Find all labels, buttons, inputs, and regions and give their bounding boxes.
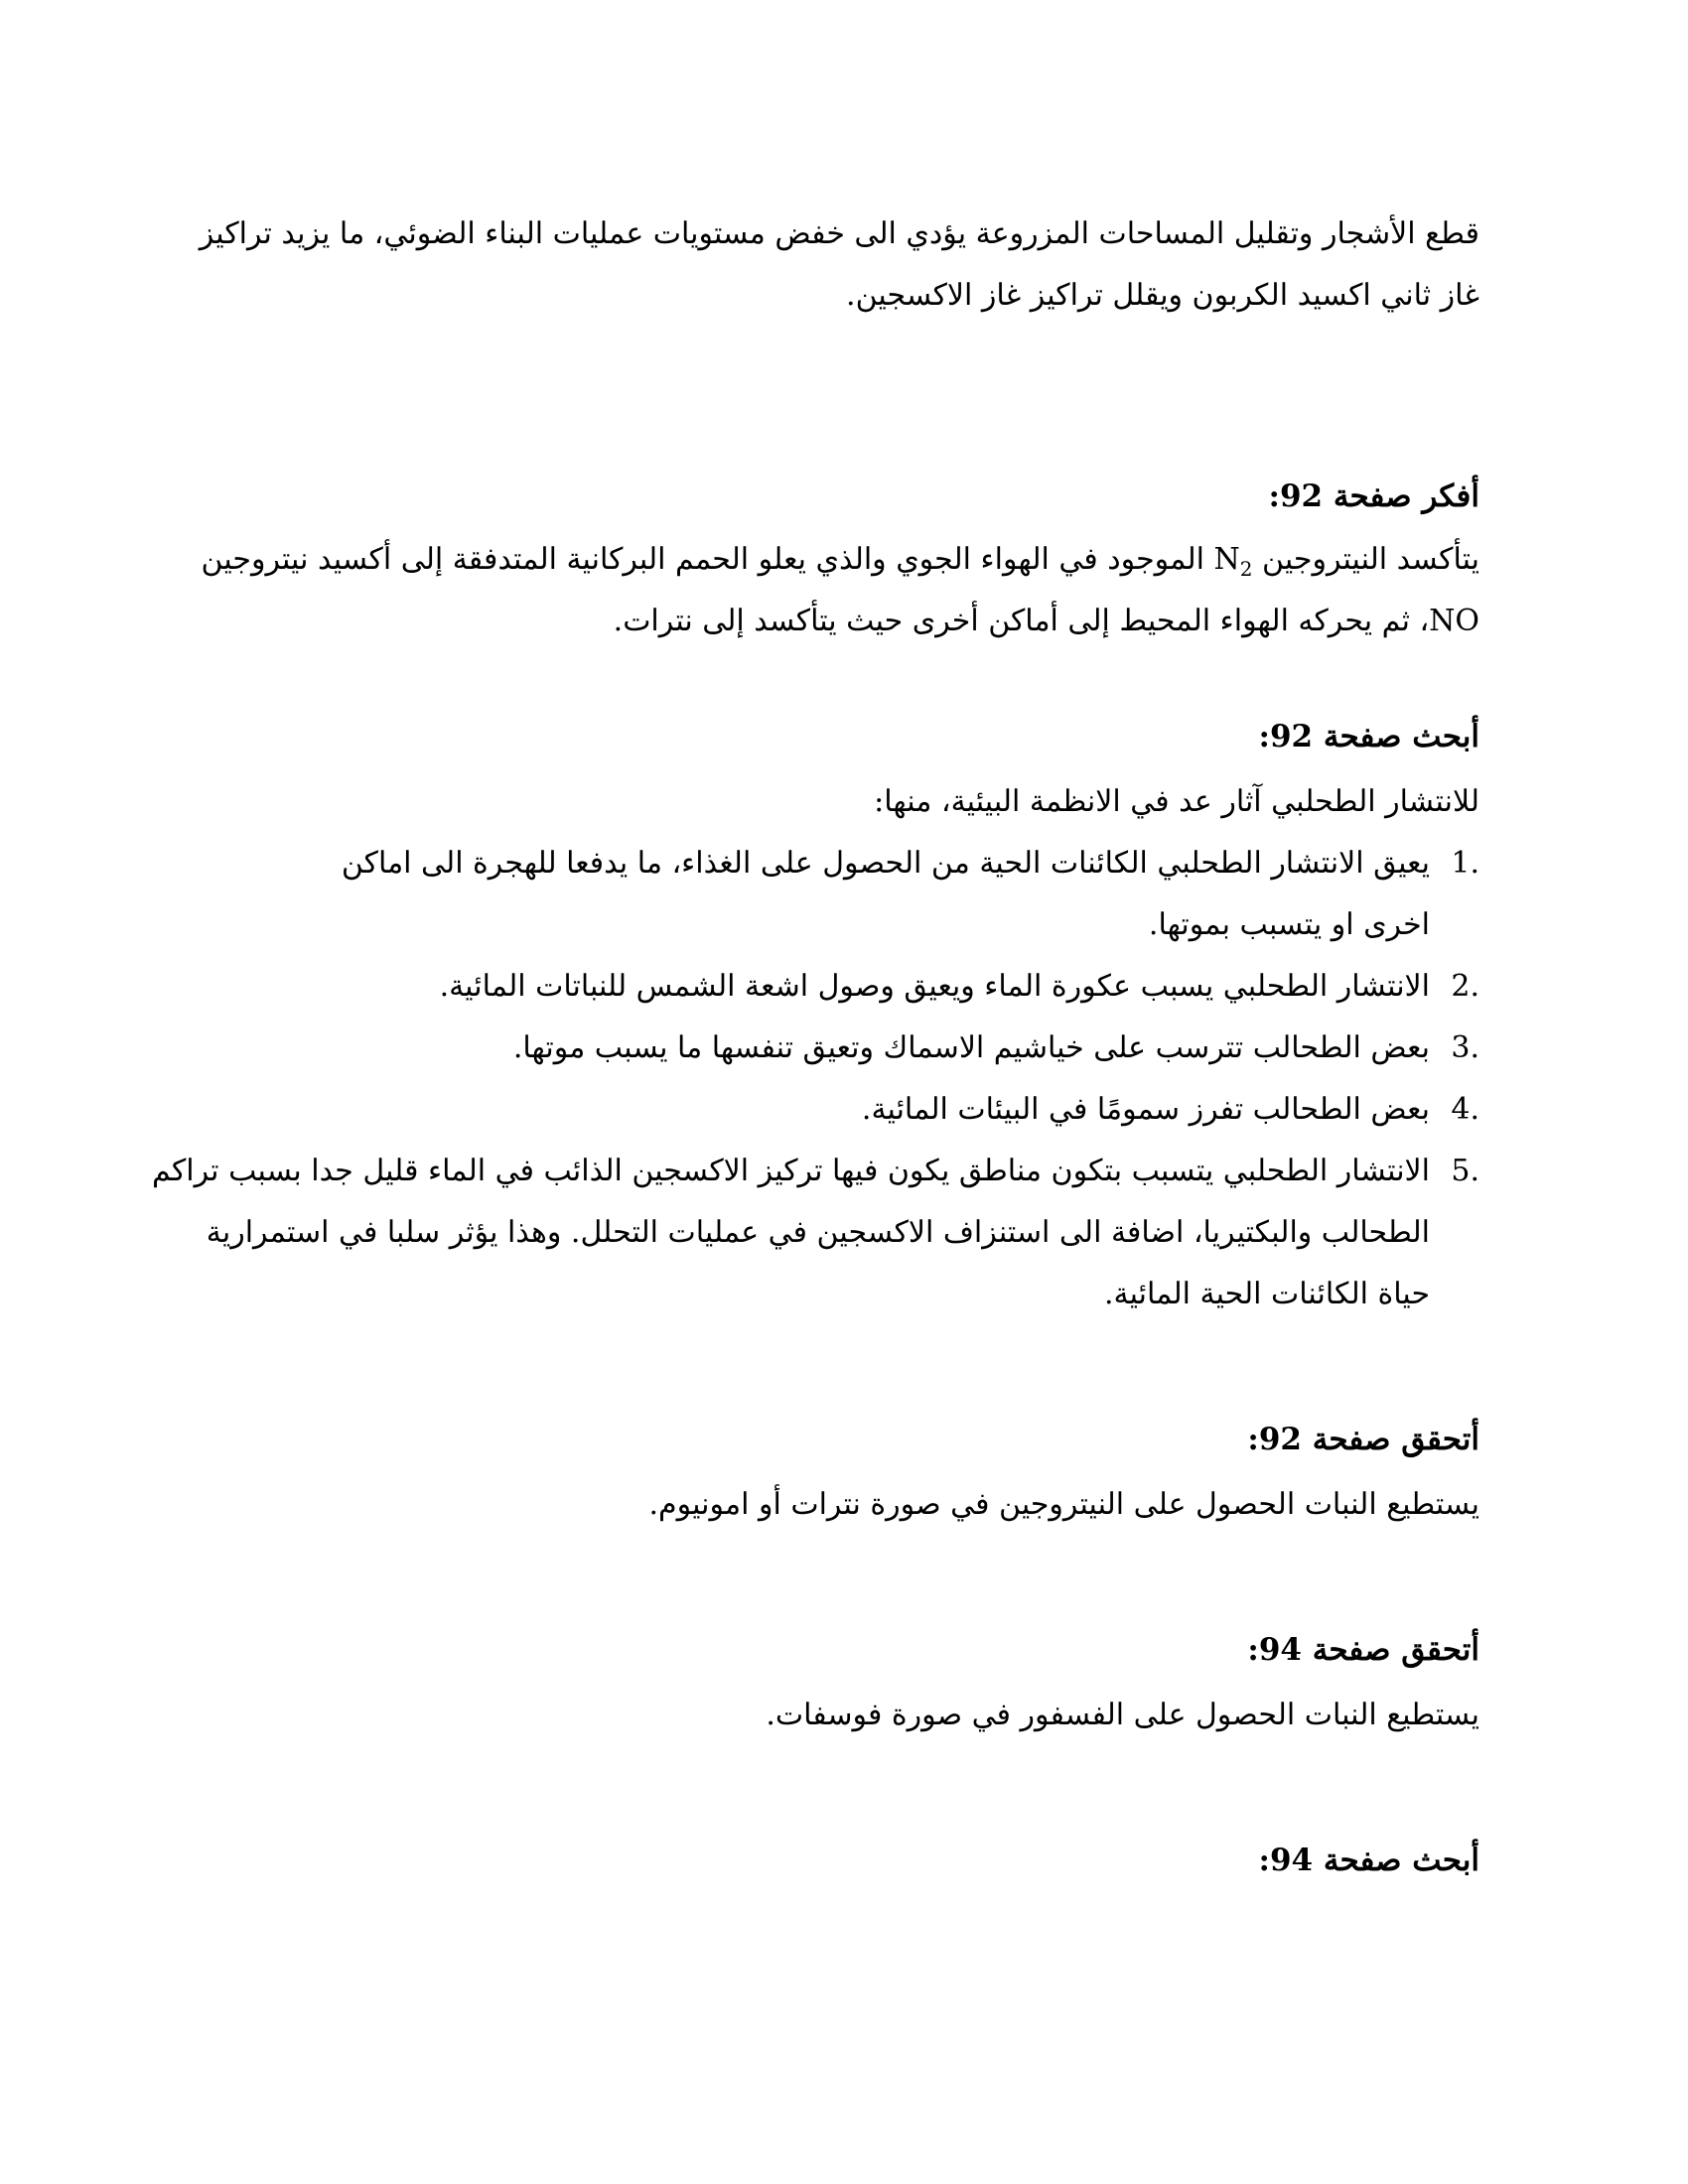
section-heading: أبحث صفحة 94: <box>1258 1843 1479 1878</box>
list-item-text: الانتشار الطحلبي يتسبب بتكون مناطق يكون فيها تركيز الاكسجين الذائب في الماء قليل جدا بسبب تراكم الطحالب والبكتيريا، اضافة الى استنزاف الاكسجين في عمليات التحلل. وهذا يؤثر سلبا في استمرارية حياة الكائنات الحية المائية. <box>152 1154 1430 1311</box>
list-item <box>199 1018 1479 1079</box>
section-atahaqaq-92 <box>199 1409 1479 1536</box>
section-heading: أبحث صفحة 92: <box>1258 719 1479 754</box>
list-item-text: يعيق الانتشار الطحلبي الكائنات الحية من الحصول على الغذاء، ما يدفعا للهجرة الى اماكن اخرى او يتسبب بموتها. <box>341 846 1430 942</box>
text-line-2: ، ثم يحركه الهواء المحيط إلى أماكن أخرى حيث يتأكسد إلى نترات. <box>613 604 1430 638</box>
list-item <box>199 956 1479 1018</box>
section-abhath-94 <box>199 1830 1479 1891</box>
numbered-list <box>152 833 1479 1325</box>
document-content <box>152 204 1479 1955</box>
text-after-formula: الموجود في الهواء الجوي والذي يعلو الحمم البركانية المتدفقة إلى أكسيد نيتروجين <box>201 542 1204 577</box>
list-item-number: 2. <box>1451 969 1479 1004</box>
section-atahaqaq-94 <box>199 1619 1479 1746</box>
list-item-number: 3. <box>1451 1030 1479 1065</box>
list-item-text: الانتشار الطحلبي يسبب عكورة الماء ويعيق وصول اشعة الشمس للنباتات المائية. <box>439 969 1430 1004</box>
list-item-number: 1. <box>1451 846 1479 881</box>
list-item <box>149 1141 1479 1325</box>
intro-paragraph: قطع الأشجار وتقليل المساحات المزروعة يؤدي الى خفض مستويات عمليات البناء الضوئي، ما يزيد تراكيز غاز ثاني اكسيد الكربون ويقلل تراكيز غاز الاكسجين. <box>199 216 1479 313</box>
list-item-text: بعض الطحالب تفرز سمومًا في البيئات المائية. <box>861 1092 1430 1127</box>
section-lead: للانتشار الطحلبي آثار عد في الانظمة البيئية، منها: <box>874 784 1479 819</box>
formula-subscript: 2 <box>1239 557 1253 581</box>
section-paragraph <box>199 529 1479 652</box>
list-item-number: 5. <box>1451 1154 1479 1188</box>
section-paragraph: يستطيع النبات الحصول على النيتروجين في صورة نترات أو امونيوم. <box>648 1487 1479 1522</box>
section-heading: أتحقق صفحة 94: <box>1247 1632 1479 1668</box>
section-afakir-92 <box>199 466 1479 652</box>
text-before-formula: يتأكسد النيتروجين <box>1262 542 1479 577</box>
list-item <box>199 1079 1479 1141</box>
section-abhath-92 <box>152 706 1479 1325</box>
list-item <box>268 833 1479 956</box>
section-paragraph: يستطيع النبات الحصول على الفسفور في صورة فوسفات. <box>766 1698 1479 1732</box>
list-item-number: 4. <box>1451 1092 1479 1127</box>
section-heading: أفكر صفحة 92: <box>1268 478 1479 514</box>
list-item-text: بعض الطحالب تترسب على خياشيم الاسماك وتعيق تنفسها ما يسبب موتها. <box>512 1030 1430 1065</box>
section-heading: أتحقق صفحة 92: <box>1247 1422 1479 1457</box>
formula-symbol: N <box>1213 542 1240 577</box>
no-formula: NO <box>1429 604 1479 638</box>
nitrogen-formula <box>1213 542 1253 581</box>
